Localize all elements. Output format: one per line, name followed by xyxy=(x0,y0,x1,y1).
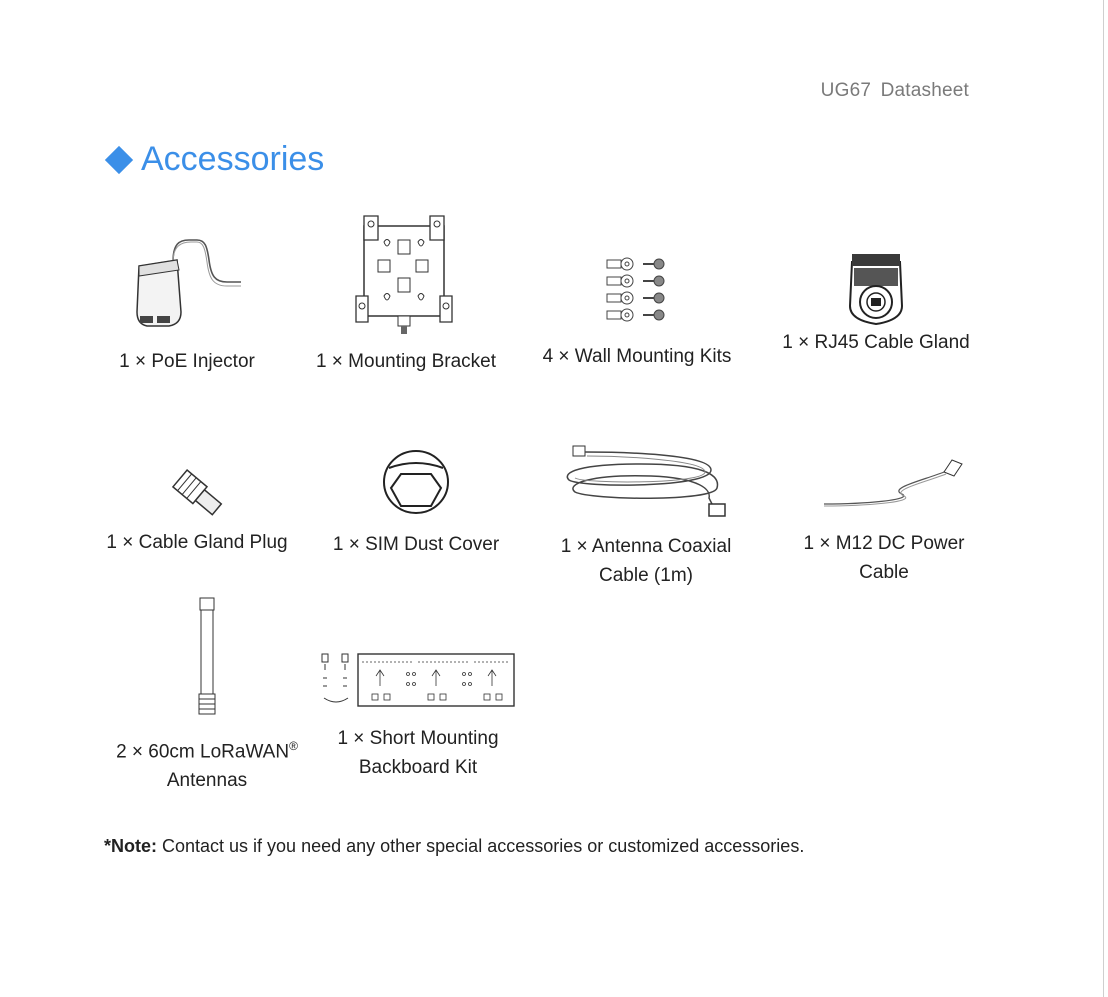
accessory-label-line2: Backboard Kit xyxy=(358,757,478,778)
accessory-label-line1: 1 × Short Mounting xyxy=(337,728,499,749)
accessory-label-line1-text: 2 × 60cm LoRaWAN xyxy=(116,741,290,763)
accessory-label: 1 × Cable Gland Plug xyxy=(106,532,288,553)
accessory-mounting-bracket xyxy=(306,212,506,376)
accessory-lorawan-antennas xyxy=(107,594,307,795)
accessory-antenna-coaxial-cable xyxy=(546,444,746,590)
m12-dc-power-cable-icon xyxy=(804,450,964,512)
diamond-bullet-icon xyxy=(105,145,133,173)
accessory-label: 1 × Mounting Bracket xyxy=(315,351,497,372)
accessory-label: 1 × RJ45 Cable Gland xyxy=(782,332,970,353)
page-edge-rule xyxy=(1103,0,1104,997)
accessory-label-line2: Cable xyxy=(859,562,909,583)
accessory-label-line2: Antennas xyxy=(166,770,248,792)
accessory-poe-injector xyxy=(97,232,277,376)
accessory-cable-gland-plug xyxy=(97,464,297,557)
accessory-label: 1 × SIM Dust Cover xyxy=(332,534,500,555)
mounting-bracket-icon xyxy=(354,212,458,336)
rj45-cable-gland-icon xyxy=(844,244,908,328)
accessory-label-line1: 1 × M12 DC Power xyxy=(803,533,965,554)
accessory-sim-dust-cover xyxy=(316,448,516,559)
short-mounting-backboard-kit-icon xyxy=(318,650,518,710)
document-header: UG67 Datasheet xyxy=(820,80,969,101)
sim-dust-cover-icon xyxy=(381,448,451,516)
section-title: Accessories xyxy=(141,140,325,178)
lorawan-antenna-icon xyxy=(197,594,217,718)
accessory-label-line1: 1 × Antenna Coaxial xyxy=(560,536,732,557)
accessory-m12-dc-power-cable xyxy=(784,450,984,587)
accessory-label: 1 × PoE Injector xyxy=(119,351,255,372)
registered-mark: ® xyxy=(289,739,298,753)
wall-mounting-kits-icon xyxy=(605,252,669,336)
accessory-short-mounting-backboard-kit xyxy=(313,650,523,782)
cable-gland-plug-icon xyxy=(162,464,232,524)
section-heading xyxy=(105,140,324,179)
accessories-note xyxy=(104,836,804,857)
poe-injector-icon xyxy=(127,232,247,337)
accessory-rj45-cable-gland xyxy=(776,244,976,357)
accessory-label-line1 xyxy=(107,732,307,766)
accessory-wall-mounting-kits xyxy=(532,252,742,371)
accessory-label: 4 × Wall Mounting Kits xyxy=(542,346,732,367)
note-prefix: *Note: xyxy=(104,836,157,856)
antenna-coaxial-cable-icon xyxy=(561,444,731,520)
note-text: Contact us if you need any other special accessories or customized accessories. xyxy=(157,836,805,856)
accessory-label-line2: Cable (1m) xyxy=(599,565,693,586)
